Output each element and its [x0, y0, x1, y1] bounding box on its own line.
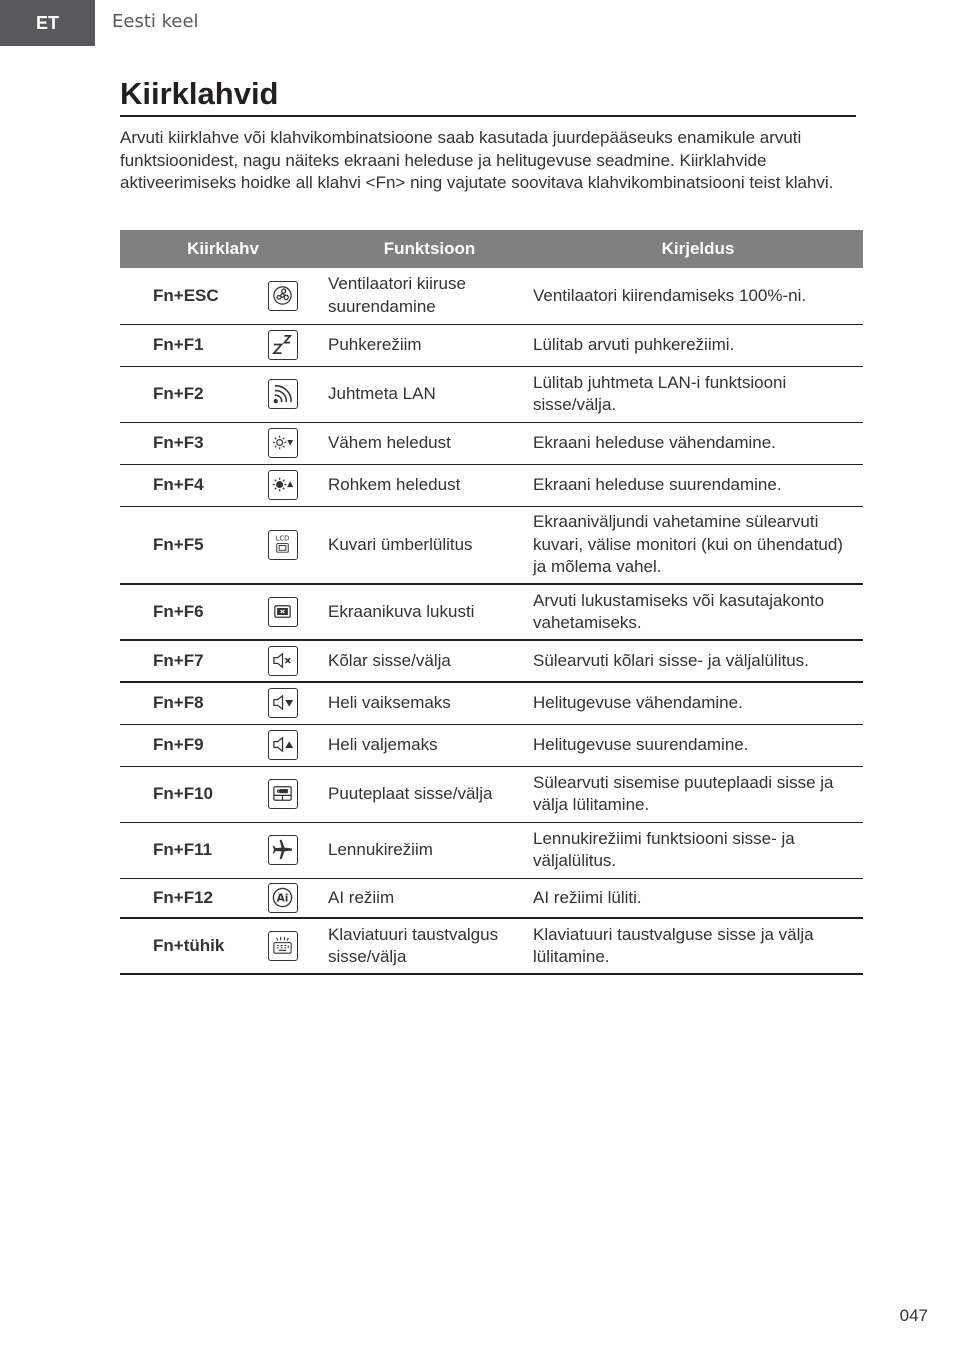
- display-switch-label: LCD: [275, 534, 290, 543]
- table-header-row: [120, 230, 863, 268]
- hotkey-table: [120, 230, 863, 975]
- row-description: Helitugevuse vähendamine.: [533, 682, 863, 724]
- table-row: [120, 366, 863, 422]
- table-row: [120, 506, 863, 584]
- brightness-up-icon: [268, 470, 298, 500]
- row-key: Fn+F12: [120, 878, 265, 918]
- row-function: Lennukirežiim: [326, 822, 533, 878]
- table-row: [120, 682, 863, 724]
- language-code: ET: [35, 12, 59, 33]
- volume-down-icon: [268, 688, 298, 718]
- row-description: Helitugevuse suurendamine.: [533, 724, 863, 766]
- row-function: AI režiim: [326, 878, 533, 918]
- header-description: Kirjeldus: [533, 230, 863, 268]
- sleep-icon: [268, 330, 298, 360]
- row-description: Ekraaniväljundi vahetamine sülearvuti kuvari, välise monitori (kui on ühendatud) ja mõlema vahel.: [533, 506, 863, 584]
- table-row: [120, 878, 863, 918]
- row-function: Ekraanikuva lukusti: [326, 584, 533, 640]
- header-key: Kiirklahv: [120, 230, 326, 268]
- row-key: Fn+F10: [120, 766, 265, 822]
- row-key: Fn+F4: [120, 464, 265, 506]
- header-function: Funktsioon: [326, 230, 533, 268]
- touchpad-icon: [268, 779, 298, 809]
- row-key: Fn+F8: [120, 682, 265, 724]
- wireless-icon: [268, 379, 298, 409]
- table-row: [120, 766, 863, 822]
- table-row: [120, 422, 863, 464]
- table-row: [120, 822, 863, 878]
- row-description: Sülearvuti sisemise puuteplaadi sisse ja välja lülitamine.: [533, 766, 863, 822]
- row-function: Kõlar sisse/välja: [326, 640, 533, 682]
- row-key: Fn+F5: [120, 506, 265, 584]
- page-title: Kiirklahvid: [120, 76, 279, 111]
- row-description: Lülitab arvuti puhkerežiimi.: [533, 324, 863, 366]
- table-row: [120, 268, 863, 324]
- ai-icon: [268, 883, 298, 913]
- row-function: Klaviatuuri taustvalgus sisse/välja: [326, 918, 533, 974]
- page-number: 047: [899, 1306, 928, 1325]
- row-key: Fn+tühik: [120, 918, 265, 974]
- row-key: Fn+F9: [120, 724, 265, 766]
- row-description: Arvuti lukustamiseks või kasutajakonto vahetamiseks.: [533, 584, 863, 640]
- row-key: Fn+F11: [120, 822, 265, 878]
- volume-up-icon: [268, 730, 298, 760]
- language-name: Eesti keel: [112, 11, 199, 32]
- row-description: Klaviatuuri taustvalguse sisse ja välja lülitamine.: [533, 918, 863, 974]
- table-row: [120, 918, 863, 974]
- display-switch-icon: [268, 530, 298, 560]
- title-divider: [120, 115, 856, 117]
- row-description: Ventilaatori kiirendamiseks 100%-ni.: [533, 268, 863, 324]
- row-function: Juhtmeta LAN: [326, 366, 533, 422]
- row-key: Fn+ESC: [120, 268, 265, 324]
- table-row: [120, 724, 863, 766]
- row-key: Fn+F6: [120, 584, 265, 640]
- brightness-down-icon: [268, 428, 298, 458]
- intro-paragraph: Arvuti kiirklahve või klahvikombinatsioone saab kasutada juurdepääseuks enamikule arvuti funktsioonidest, nagu näiteks ekraani heleduse ja helitugevuse seadmine. Kiirklahvide aktiveerimiseks hoidke all klahvi <Fn> ning vajutate soovitava klahvikombinatsiooni teist klahvi.: [120, 128, 834, 193]
- row-description: Lennukirežiimi funktsiooni sisse- ja väljalülitus.: [533, 822, 863, 878]
- table-row: [120, 324, 863, 366]
- keyboard-backlight-icon: [268, 931, 298, 961]
- row-description: AI režiimi lüliti.: [533, 878, 863, 918]
- row-description: Lülitab juhtmeta LAN-i funktsiooni sisse/välja.: [533, 366, 863, 422]
- row-key: Fn+F7: [120, 640, 265, 682]
- table-row: [120, 464, 863, 506]
- row-function: Ventilaatori kiiruse suurendamine: [326, 268, 533, 324]
- row-function: Kuvari ümberlülitus: [326, 506, 533, 584]
- row-key: Fn+F2: [120, 366, 265, 422]
- row-description: Ekraani heleduse suurendamine.: [533, 464, 863, 506]
- airplane-icon: [268, 835, 298, 865]
- row-description: Sülearvuti kõlari sisse- ja väljalülitus.: [533, 640, 863, 682]
- table-row: [120, 584, 863, 640]
- row-key: Fn+F3: [120, 422, 265, 464]
- table-row: [120, 640, 863, 682]
- row-key: Fn+F1: [120, 324, 265, 366]
- speaker-mute-icon: [268, 646, 298, 676]
- row-description: Ekraani heleduse vähendamine.: [533, 422, 863, 464]
- language-tab: [0, 0, 95, 46]
- row-function: Puhkerežiim: [326, 324, 533, 366]
- row-function: Rohkem heledust: [326, 464, 533, 506]
- ai-icon-label: Ai: [276, 892, 289, 905]
- row-function: Heli vaiksemaks: [326, 682, 533, 724]
- fan-icon: [268, 281, 298, 311]
- row-function: Vähem heledust: [326, 422, 533, 464]
- row-function: Puuteplaat sisse/välja: [326, 766, 533, 822]
- row-function: Heli valjemaks: [326, 724, 533, 766]
- screen-lock-icon: [268, 597, 298, 627]
